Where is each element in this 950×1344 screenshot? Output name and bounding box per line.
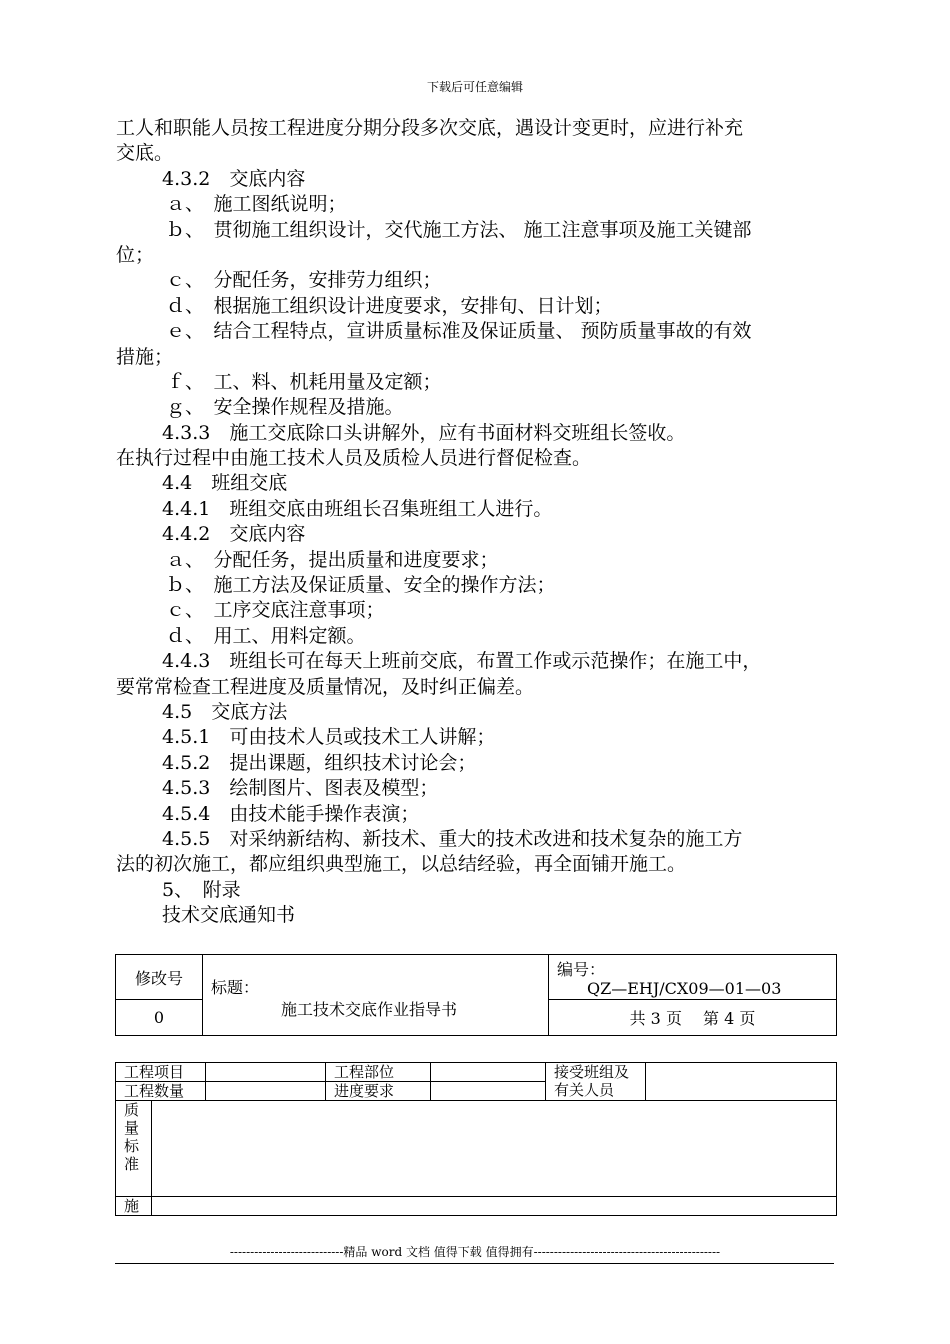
list-item: ａ、 分配任务，提出质量和进度要求； — [166, 548, 499, 571]
label-char: 标 — [124, 1137, 140, 1155]
paragraph-line: 在执行过程中由施工技术人员及质检人员进行督促检查。 — [116, 447, 592, 470]
paragraph-line: 4.3.3 施工交底除口头讲解外，应有书面材料交班组长签收。 — [162, 421, 686, 444]
schedule-label: 进度要求 — [326, 1082, 431, 1101]
construction-field[interactable] — [152, 1197, 837, 1216]
paragraph-line: 措施； — [116, 345, 174, 368]
header-note: 下载后可任意编辑 — [426, 80, 523, 94]
quality-standard-field[interactable] — [152, 1101, 837, 1197]
revision-value: 0 — [116, 1000, 203, 1036]
section-heading: 4.4 班组交底 — [162, 472, 288, 495]
paragraph-line: 4.5.2 提出课题，组织技术讨论会； — [162, 751, 477, 774]
receiver-label-line: 接受班组及 — [554, 1063, 630, 1081]
list-item: ｂ、 施工方法及保证质量、安全的操作方法； — [166, 574, 556, 597]
receiver-label — [546, 1063, 646, 1101]
revision-table — [115, 954, 837, 1036]
paragraph-line: 位； — [116, 243, 155, 266]
paragraph-line: 4.4.3 班组长可在每天上班前交底，布置工作或示范操作；在施工中， — [162, 650, 762, 673]
footer-note: ----------------------------精品 word 文档 值得下载 值得拥有---------------------------------------------- — [229, 1245, 721, 1259]
list-item: ａ、 施工图纸说明； — [166, 193, 347, 216]
section-heading: 4.3.2 交底内容 — [162, 167, 306, 190]
paragraph-line: 4.4.1 班组交底由班组长召集班组工人进行。 — [162, 497, 553, 520]
section-heading: 5、 附录 — [162, 878, 241, 901]
project-field[interactable] — [206, 1063, 326, 1082]
paragraph-line: 法的初次施工，都应组织典型施工，以总结经验，再全面铺开施工。 — [116, 853, 687, 876]
title-label: 标题： — [211, 978, 260, 997]
receiver-label-line: 有关人员 — [554, 1081, 615, 1099]
label-char: 质 — [124, 1101, 140, 1119]
location-field[interactable] — [431, 1063, 546, 1082]
list-item: ｄ、 用工、用料定额。 — [166, 624, 366, 647]
list-item: ｄ、 根据施工组织设计进度要求，安排旬、日计划； — [166, 294, 613, 317]
list-item: ｃ、 工序交底注意事项； — [166, 599, 385, 622]
paragraph-line: 交底。 — [116, 142, 174, 165]
list-item: ｅ、 结合工程特点，宣讲质量标准及保证质量、 预防质量事故的有效 — [166, 320, 752, 343]
list-item: ｆ、 工、料、机耗用量及定额； — [166, 370, 442, 393]
document-title: 施工技术交底作业指导书 — [281, 1000, 458, 1019]
receiver-field[interactable] — [646, 1063, 837, 1101]
page-info: 共 3 页 第 4 页 — [549, 1000, 837, 1036]
number-label: 编号： — [557, 960, 606, 979]
schedule-field[interactable] — [431, 1082, 546, 1101]
title-cell — [203, 955, 549, 1036]
paragraph-line: 4.5.3 绘制图片、图表及模型； — [162, 777, 439, 800]
footer-rule — [115, 1263, 834, 1264]
quantity-label: 工程数量 — [116, 1082, 206, 1101]
paragraph-line: 4.5.4 由技术能手操作表演； — [162, 802, 420, 825]
paragraph-line: 工人和职能人员按工程进度分期分段多次交底，遇设计变更时，应进行补充 — [116, 117, 744, 139]
paragraph-line: 4.5.5 对采纳新结构、新技术、重大的技术改进和技术复杂的施工方 — [162, 827, 743, 850]
label-char: 量 — [124, 1119, 140, 1137]
body-text — [116, 116, 836, 929]
revision-label: 修改号 — [116, 955, 203, 1000]
list-item: ｃ、 分配任务，安排劳力组织； — [166, 269, 442, 292]
label-char: 准 — [124, 1155, 140, 1173]
list-item: ｂ、 贯彻施工组织设计，交代施工方法、 施工注意事项及施工关键部 — [166, 218, 752, 241]
list-item: ｇ、 安全操作规程及措施。 — [166, 396, 404, 419]
document-number: QZ—EHJ/CX09—01—03 — [587, 979, 782, 998]
construction-label: 施 — [116, 1197, 152, 1216]
location-label: 工程部位 — [326, 1063, 431, 1082]
project-label: 工程项目 — [116, 1063, 206, 1082]
paragraph-line: 4.5.1 可由技术人员或技术工人讲解； — [162, 726, 496, 749]
section-heading: 4.5 交底方法 — [162, 700, 288, 723]
paragraph-line: 要常常检查工程进度及质量情况，及时纠正偏差。 — [116, 675, 535, 698]
number-cell — [549, 955, 837, 1000]
quality-standard-label — [116, 1101, 152, 1197]
section-heading: 4.4.2 交底内容 — [162, 523, 306, 546]
quantity-field[interactable] — [206, 1082, 326, 1101]
handover-form-table — [115, 1062, 837, 1216]
section-heading: 技术交底通知书 — [162, 904, 296, 927]
